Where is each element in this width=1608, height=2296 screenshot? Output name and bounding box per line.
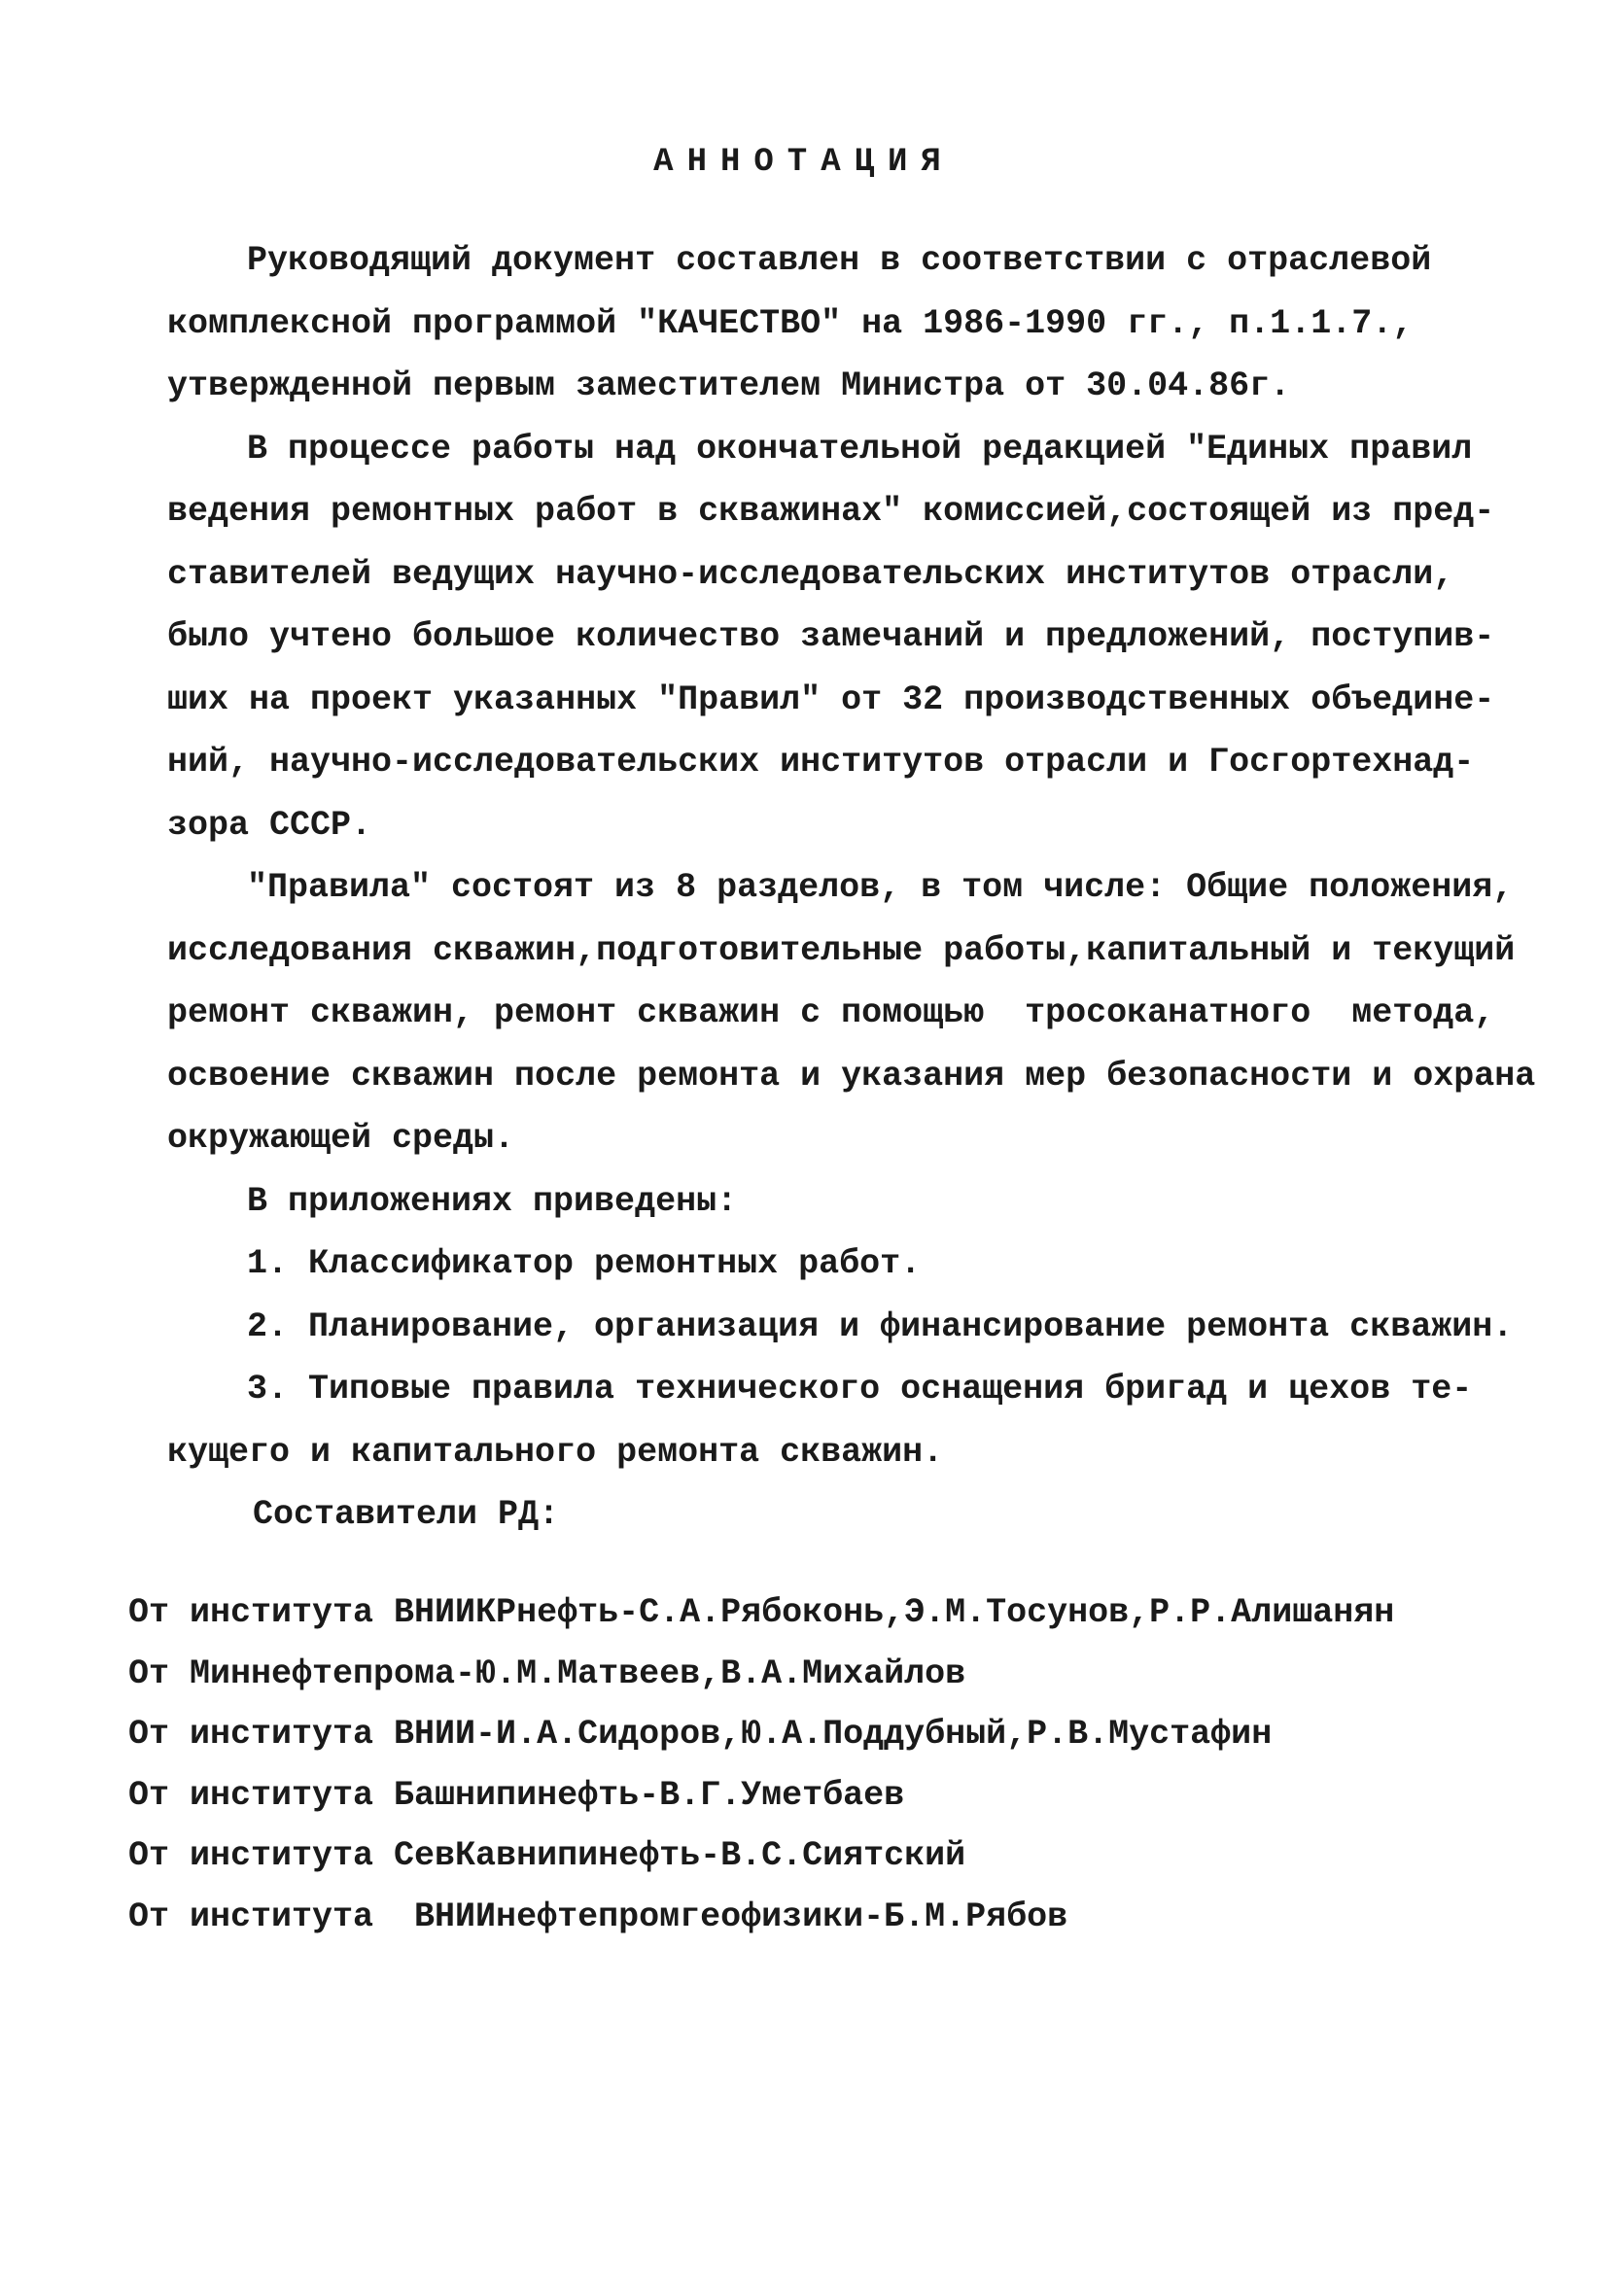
author-line: От института Башнипинефть-В.Г.Уметбаев <box>128 1775 905 1815</box>
author-line: От института ВНИИКРнефть-С.А.Рябоконь,Э.М.Тосунов,Р.Р.Алишанян <box>128 1593 1395 1632</box>
text-line: ний, научно-исследовательских институтов отрасли и Госгортехнад- <box>167 743 1475 782</box>
text-line: освоение скважин после ремонта и указания мер безопасности и охрана <box>167 1056 1536 1096</box>
text-line: исследования скважин,подготовительные работы,капитальный и текущий <box>167 930 1516 970</box>
text-line: утвержденной первым заместителем Министра от 30.04.86г. <box>167 366 1291 405</box>
authors-heading: Составители РД: <box>253 1495 560 1534</box>
author-line: От института СевКавнипинефть-В.С.Сиятский <box>128 1836 966 1875</box>
text-line: комплексной программой "КАЧЕСТВО" на 1986-1990 гг., п.1.1.7., <box>167 303 1414 343</box>
appendix-item: 2. Планирование, организация и финансирование ремонта скважин. <box>247 1306 1514 1346</box>
annotation-body <box>167 229 1536 1547</box>
author-line: От института ВНИИ-И.А.Сидоров,Ю.А.Поддубный,Р.В.Мустафин <box>128 1715 1273 1754</box>
text-line: окружающей среды. <box>167 1119 515 1158</box>
text-line: кущего и капитального ремонта скважин. <box>167 1432 944 1472</box>
author-line: От Миннефтепрома-Ю.М.Матвеев,В.А.Михайлов <box>128 1653 966 1693</box>
text-line: "Правила" состоят из 8 разделов, в том числе: Общие положения, <box>247 868 1514 907</box>
text-line: зора СССР. <box>167 805 372 845</box>
text-line: ставителей ведущих научно-исследовательских институтов отрасли, <box>167 554 1454 594</box>
appendix-item: 3. Типовые правила технического оснащения бригад и цехов те- <box>247 1370 1473 1409</box>
text-line: ремонт скважин, ремонт скважин с помощью тросоканатного метода, <box>167 993 1495 1032</box>
text-line: ших на проект указанных "Правил" от 32 производственных объедине- <box>167 679 1495 719</box>
text-line: В процессе работы над окончательной редакцией "Единых правил <box>247 429 1473 469</box>
appendix-heading: В приложениях приведены: <box>247 1181 738 1221</box>
document-title: АННОТАЦИЯ <box>653 144 955 181</box>
text-line: Руководящий документ составлен в соответствии с отраслевой <box>247 241 1432 280</box>
appendix-item: 1. Классификатор ремонтных работ. <box>247 1244 922 1283</box>
text-line: ведения ремонтных работ в скважинах" комиссией,состоящей из пред- <box>167 492 1495 531</box>
authors-list <box>128 1583 1509 1947</box>
text-line: было учтено большое количество замечаний и предложений, поступив- <box>167 617 1495 656</box>
author-line: От института ВНИИнефтепромгеофизики-Б.М.Рябов <box>128 1896 1068 1936</box>
